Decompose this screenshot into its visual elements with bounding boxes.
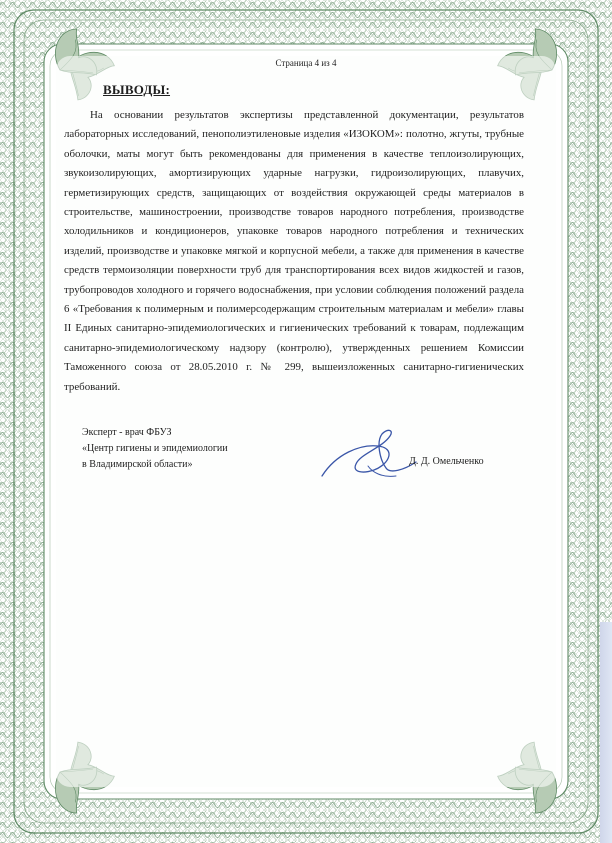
signer-position: Эксперт - врач ФБУЗ [82, 427, 172, 438]
section-title: ВЫВОДЫ: [103, 82, 171, 97]
conclusion-paragraph: На основании результатов экспертизы представленной документации, результатов лабораторных исследований, пенополиэтиленовые изделия «ИЗОКОМ»: полотно, жгуты, трубные оболочки, маты могут быть рекомендованы для применения в качестве теплоизолирующих, звукоизолирующих, амортизирующих ударные нагрузки, гидроизолирующих, плавучих, герметизирующих средств, защищающих от воздействия окружающей среды материалов в строительстве, машиностроении, производстве товаров народного потребления, производстве холодильников и кондиционеров, упаковке товаров народного потребления и технических изделий, производстве и упаковке мягкой и корпусной мебели, а также для применения в качестве средств термоизоляции поверхности труб для транспортирования всех видов жидкостей и газов, трубопроводов холодного и горячего водоснабжения, при условии соблюдения положений раздела 6 «Требования к полимерным и полимерсодержащим строительным материалам и мебели» главы II Единых санитарно-эпидемиологических и гигиенических требований к товарам, подлежащим санитарно-эпидемиологическому надзору (контролю), утвержденных решением Комиссии Таможенного союза от 28.05.2010 г. № 299, вышеизложенных санитарно-гигиенических требований. [64, 109, 524, 393]
page-number-label: Страница 4 из 4 [275, 58, 337, 68]
signer-name: Д. Д. Омельченко [409, 456, 484, 467]
signer-region: в Владимирской области» [82, 459, 193, 470]
scan-edge-strip [600, 622, 612, 843]
signer-block [82, 425, 228, 473]
signature-mark [316, 426, 426, 484]
signer-organization: «Центр гигиены и эпидемиологии [82, 443, 228, 454]
